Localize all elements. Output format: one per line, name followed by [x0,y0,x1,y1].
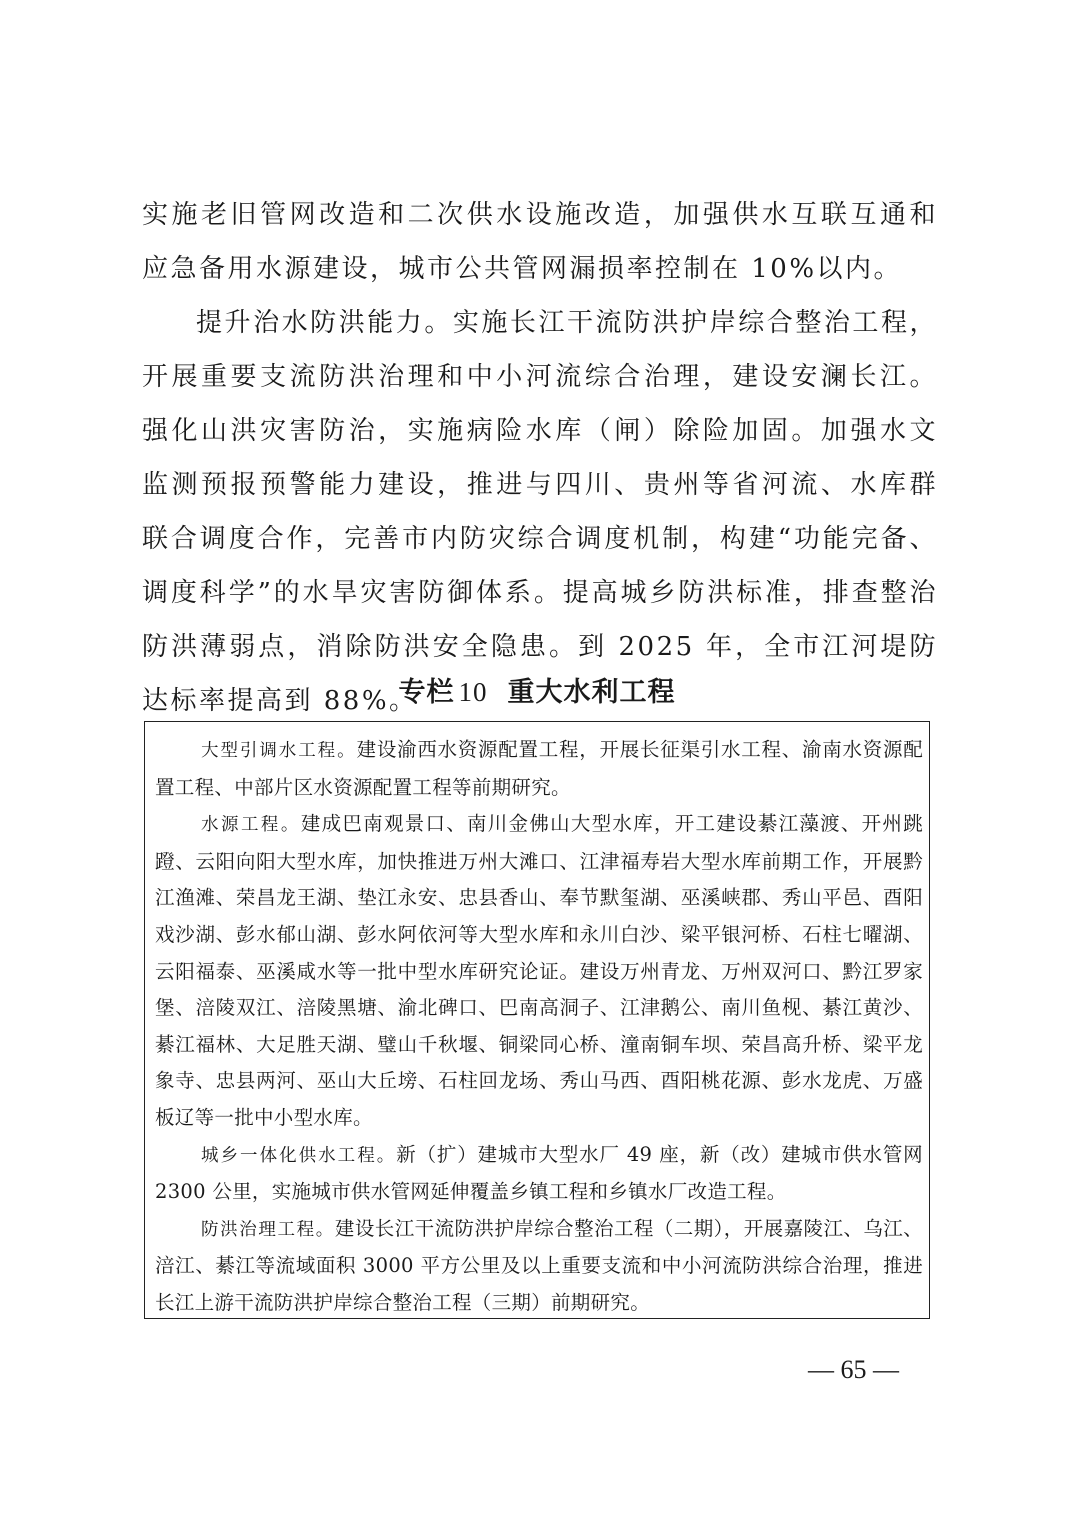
paragraph-flood-control: 提升治水防洪能力。实施长江干流防洪护岸综合整治工程，开展重要支流防洪治理和中小河流综合治理，建设安澜长江。强化山洪灾害防治，实施病险水库（闸）除险加固。加强水文监测预报预警能力建设，推进与四川、贵州等省河流、水库群联合调度合作，完善市内防灾综合调度机制，构建“功能完备、调度科学”的水旱灾害防御体系。提高城乡防洪标准，排查整治防洪薄弱点，消除防洪安全隐患。到 2025 年，全市江河堤防达标率提高到 88%。 [142,308,938,716]
box-item-head: 水源工程。 [201,815,301,836]
box-item-urban-rural-supply [155,1137,923,1211]
box-item-text: 建设长江干流防洪护岸综合整治工程（二期），开展嘉陵江、乌江、涪江、綦江等流域面积 3000 平方公里及以上重要支流和中小河流防洪综合治理，推进长江上游干流防洪护岸综合整治工程（三期）前期研究。 [155,1216,923,1314]
box-title [0,670,1074,715]
box-item-text: 新（扩）建城市大型水厂 49 座，新（改）建城市供水管网 2300 公里，实施城市供水管网延伸覆盖乡镇工程和乡镇水厂改造工程。 [155,1142,923,1204]
box-title-number: 10 [458,677,488,707]
box-item-text: 建设渝西水资源配置工程，开展长征渠引水工程、渝南水资源配置工程、中部片区水资源配置工程等前期研究。 [155,738,924,799]
box-item-head: 城乡一体化供水工程。 [201,1145,397,1166]
box-item-flood-control [155,1211,923,1322]
box-title-prefix: 专栏 [398,677,455,708]
box-item-head: 大型引调水工程。 [201,741,357,761]
feature-box [144,721,930,1319]
box-item-head: 防洪治理工程。 [201,1219,335,1240]
box-item-text: 建成巴南观景口、南川金佛山大型水库，开工建设綦江藻渡、开州跳蹬、云阳向阳大型水库，加快推进万州大滩口、江津福寿岩大型水库前期工作，开展黔江渔滩、荣昌龙王湖、垫江永安、忠县香山、奉节默玺湖、巫溪峡郡、秀山平邑、酉阳戏沙湖、彭水郁山湖、彭水阿依河等大型水库和永川白沙、梁平银河桥、石柱七曜湖、云阳福泰、巫溪咸水等一批中型水库研究论证。建设万州青龙、万州双河口、黔江罗家堡、涪陵双江、涪陵黑塘、渝北碑口、巴南高洞子、江津鹅公、南川鱼枧、綦江黄沙、綦江福林、大足胜天湖、璧山千秋堰、铜梁同心桥、潼南铜车坝、荣昌高升桥、梁平龙象寺、忠县两河、巫山大丘塝、石柱回龙场、秀山马西、酉阳桃花源、彭水龙虎、万盛板辽等一批中小型水库。 [155,812,923,1129]
box-item-water-diversion [155,732,923,806]
paragraph-water-supply: 实施老旧管网改造和二次供水设施改造，加强供水互联互通和应急备用水源建设，城市公共管网漏损率控制在 10%以内。 [142,200,938,284]
box-title-text: 重大水利工程 [507,677,676,708]
page-number: — 65 — [808,1355,899,1384]
box-item-water-source [155,806,923,1136]
